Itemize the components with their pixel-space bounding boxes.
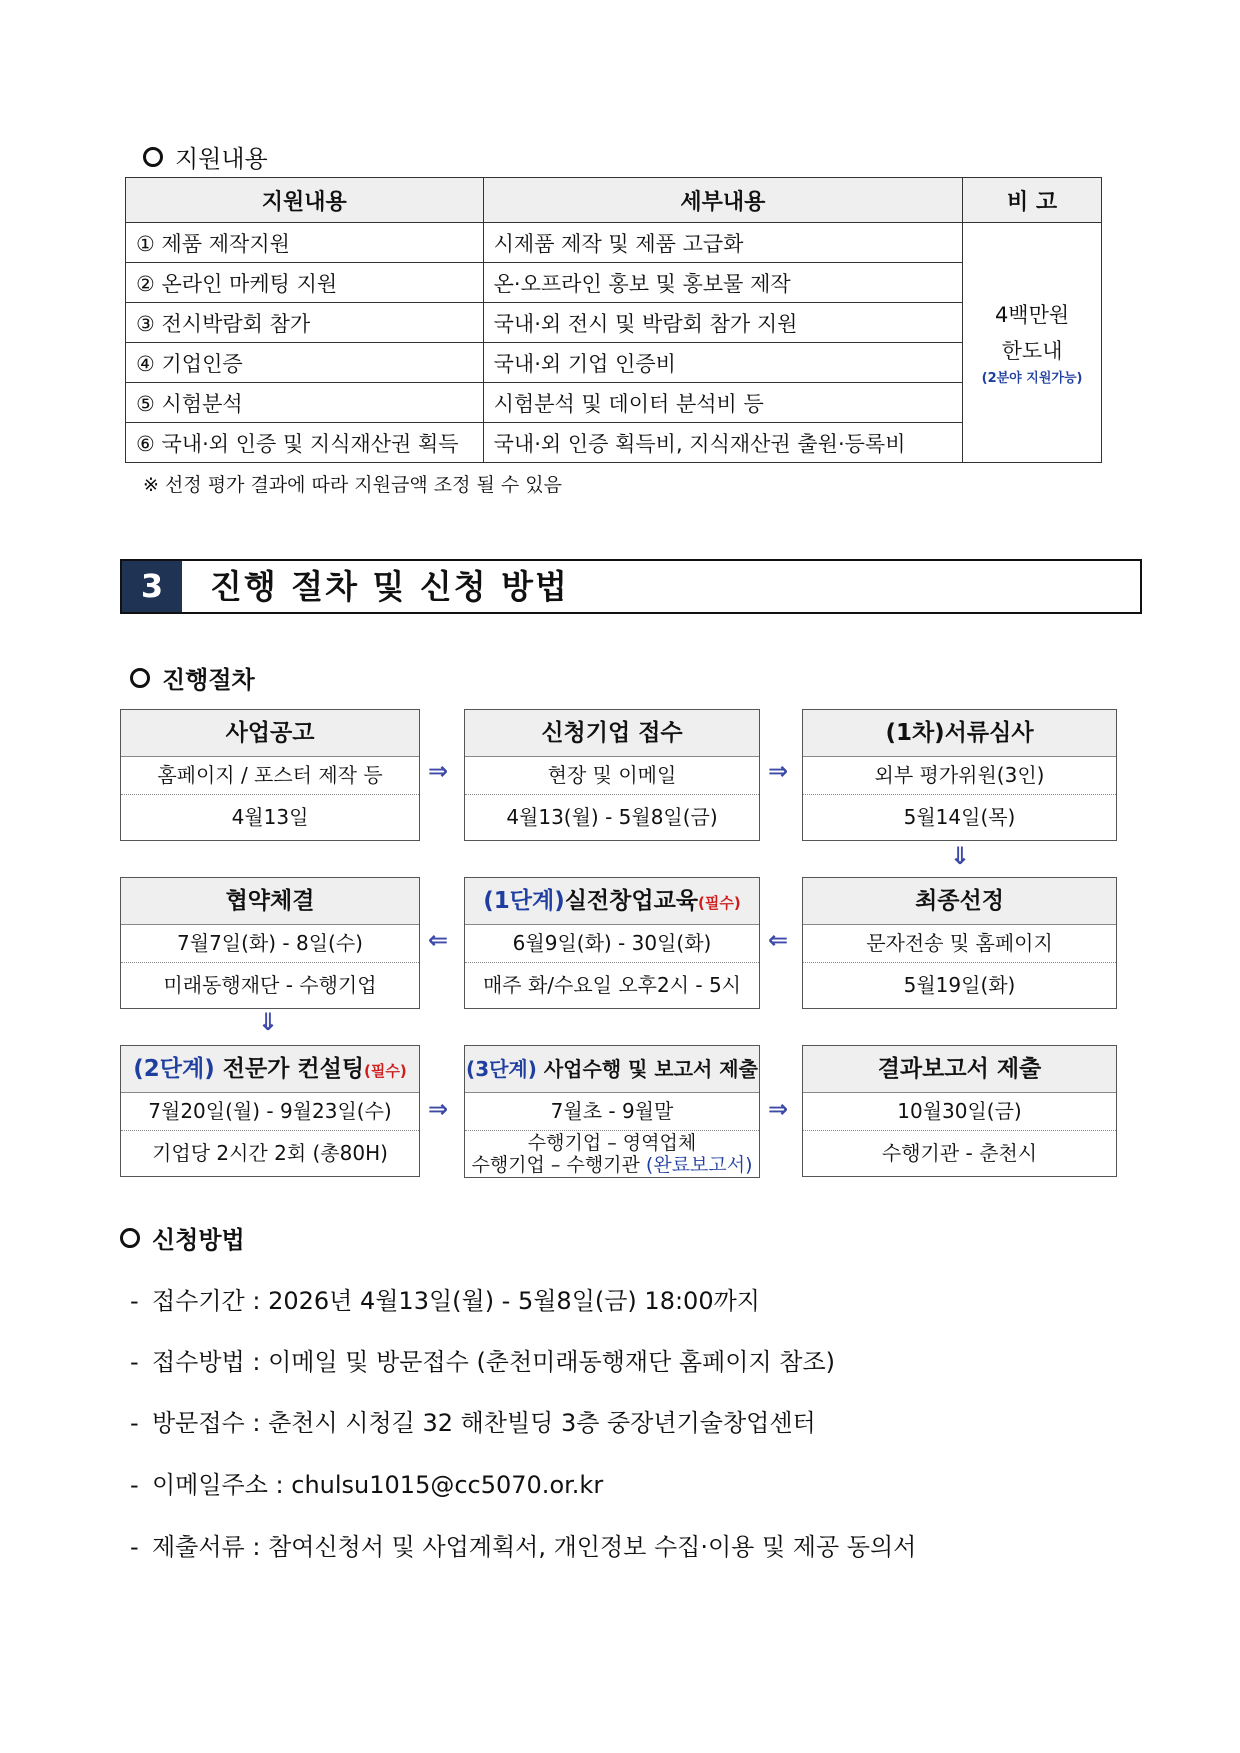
step-parties <box>465 1131 759 1177</box>
step-party-line <box>465 1154 759 1176</box>
step-title: 사업공고 <box>121 710 419 757</box>
required-mark: (필수) <box>698 894 741 912</box>
required-mark: (필수) <box>364 1062 407 1080</box>
step-detail: 7월초 - 9월말 <box>465 1093 759 1131</box>
step-detail: 문자전송 및 홈페이지 <box>803 925 1116 963</box>
step-title-text: 실전창업교육 <box>564 888 699 914</box>
step-title <box>465 878 759 925</box>
step-title-text: 전문가 컨설팅 <box>214 1056 365 1082</box>
section-number: 3 <box>122 561 182 612</box>
arrow-left-icon: ⇐ <box>768 926 789 954</box>
step-stage-label: (3단계) <box>466 1057 537 1081</box>
step-title-text: 사업수행 및 보고서 제출 <box>536 1057 758 1081</box>
detail-cell: 국내·외 전시 및 박람회 참가 지원 <box>483 303 962 343</box>
step-date: 4월13일 <box>231 805 309 829</box>
step-title: 협약체결 <box>121 878 419 925</box>
step-date: 5월19일(화) <box>903 973 1016 997</box>
step-date: 매주 화/수요일 오후2시 - 5시 <box>482 973 742 997</box>
step-box-education <box>464 877 760 1009</box>
step-title: (1차)서류심사 <box>803 710 1116 757</box>
step-party-text: 수행기업 – 수행기관 <box>471 1154 646 1176</box>
step-detail: 홈페이지 / 포스터 제작 등 <box>121 757 419 795</box>
list-item: - 방문접수 : 춘천시 시청길 32 해찬빌딩 3층 중장년기술창업센터 <box>130 1409 816 1437</box>
item-cell: ④ 기업인증 <box>126 343 484 383</box>
table-row <box>126 223 1102 263</box>
table-row <box>126 303 1102 343</box>
step-title: 최종선정 <box>803 878 1116 925</box>
header-cell: 지원내용 <box>126 178 484 223</box>
support-footnote: ※ 선정 평가 결과에 따라 지원금액 조정 될 수 있음 <box>143 474 563 496</box>
support-section-title <box>143 139 268 174</box>
item-cell: ② 온라인 마케팅 지원 <box>126 263 484 303</box>
step-title <box>465 1046 759 1093</box>
step-box-consulting <box>120 1045 420 1177</box>
step-box-application <box>464 709 760 841</box>
item-cell: ③ 전시박람회 참가 <box>126 303 484 343</box>
process-title-text: 진행절차 <box>162 666 255 694</box>
note-limit: 한도내 <box>1001 338 1063 363</box>
apply-item-text: 접수기간 : 2026년 4월13일(월) - 5월8일(금) 18:00까지 <box>152 1287 760 1315</box>
header-cell: 세부내용 <box>483 178 962 223</box>
item-cell: ⑤ 시험분석 <box>126 383 484 423</box>
header-cell: 비 고 <box>963 178 1102 223</box>
section-title: 진행 절차 및 신청 방법 <box>210 567 569 606</box>
step-date: 4월13(월) - 5월8일(금) <box>506 805 718 829</box>
list-item: - 접수방법 : 이메일 및 방문접수 (춘천미래동행재단 홈페이지 참조) <box>130 1348 835 1376</box>
item-cell: ⑥ 국내·외 인증 및 지식재산권 획득 <box>126 423 484 463</box>
table-row <box>126 263 1102 303</box>
step-detail: 현장 및 이메일 <box>465 757 759 795</box>
step-box-announcement <box>120 709 420 841</box>
note-small: (2분야 지원가능) <box>981 370 1083 386</box>
table-row <box>126 343 1102 383</box>
support-table-header <box>126 178 1102 223</box>
note-amount: 4백만원 <box>994 302 1070 327</box>
step-title: 신청기업 접수 <box>465 710 759 757</box>
step-detail: 7월20일(월) - 9월23일(수) <box>121 1093 419 1131</box>
arrow-down-icon: ⇓ <box>258 1008 279 1036</box>
circle-bullet-icon <box>120 1228 140 1248</box>
item-cell: ① 제품 제작지원 <box>126 223 484 263</box>
apply-item-email: 이메일주소 : chulsu1015@cc5070.or.kr <box>152 1471 604 1499</box>
step-date: 미래동행재단 - 수행기업 <box>163 973 377 997</box>
step-box-agreement <box>120 877 420 1009</box>
support-title-text: 지원내용 <box>175 145 268 173</box>
list-item: - 제출서류 : 참여신청서 및 사업계획서, 개인정보 수집·이용 및 제공 동의서 <box>130 1533 917 1561</box>
list-item: - 접수기간 : 2026년 4월13일(월) - 5월8일(금) 18:00까지 <box>130 1287 760 1315</box>
step-detail: 6월9일(화) - 30일(화) <box>465 925 759 963</box>
detail-cell: 시제품 제작 및 제품 고급화 <box>483 223 962 263</box>
list-item: - 이메일주소 : chulsu1015@cc5070.or.kr <box>130 1471 604 1499</box>
step-box-final-selection <box>802 877 1117 1009</box>
step-detail: 10월30일(금) <box>803 1093 1116 1131</box>
arrow-right-icon: ⇒ <box>768 1095 789 1123</box>
step-stage-label: (1단계) <box>483 888 565 914</box>
arrow-left-icon: ⇐ <box>428 926 449 954</box>
arrow-right-icon: ⇒ <box>428 757 449 785</box>
detail-cell: 시험분석 및 데이터 분석비 등 <box>483 383 962 423</box>
apply-section-title <box>120 1220 245 1255</box>
step-detail: 외부 평가위원(3인) <box>803 757 1116 795</box>
apply-item-text: 제출서류 : 참여신청서 및 사업계획서, 개인정보 수집·이용 및 제공 동의서 <box>152 1533 917 1561</box>
step-party-line: 수행기업 – 영역업체 <box>527 1132 697 1154</box>
step-date: 5월14일(목) <box>903 805 1016 829</box>
process-section-title <box>130 660 255 695</box>
step-date: 수행기관 - 춘천시 <box>881 1141 1038 1165</box>
arrow-right-icon: ⇒ <box>428 1095 449 1123</box>
note-cell <box>963 223 1102 463</box>
step-title: 결과보고서 제출 <box>803 1046 1116 1093</box>
circle-bullet-icon <box>130 668 150 688</box>
completion-report-label: (완료보고서) <box>645 1154 753 1176</box>
detail-cell: 국내·외 인증 획득비, 지식재산권 출원·등록비 <box>483 423 962 463</box>
arrow-right-icon: ⇒ <box>768 757 789 785</box>
apply-title-text: 신청방법 <box>152 1226 245 1254</box>
table-row <box>126 423 1102 463</box>
apply-item-text: 접수방법 : 이메일 및 방문접수 (춘천미래동행재단 홈페이지 참조) <box>152 1348 835 1376</box>
section-header <box>120 559 1142 614</box>
table-row <box>126 383 1102 423</box>
step-title <box>121 1046 419 1093</box>
step-detail: 7월7일(화) - 8일(수) <box>121 925 419 963</box>
support-table <box>125 177 1102 463</box>
circle-bullet-icon <box>143 147 163 167</box>
step-box-document-review <box>802 709 1117 841</box>
step-date: 기업당 2시간 2회 (총80H) <box>152 1141 388 1165</box>
detail-cell: 온·오프라인 홍보 및 홍보물 제작 <box>483 263 962 303</box>
detail-cell: 국내·외 기업 인증비 <box>483 343 962 383</box>
step-stage-label: (2단계) <box>133 1056 215 1082</box>
step-box-result-report <box>802 1045 1117 1177</box>
step-box-execution <box>464 1045 760 1178</box>
arrow-down-icon: ⇓ <box>950 842 971 870</box>
apply-item-text: 방문접수 : 춘천시 시청길 32 해찬빌딩 3층 중장년기술창업센터 <box>152 1409 816 1437</box>
